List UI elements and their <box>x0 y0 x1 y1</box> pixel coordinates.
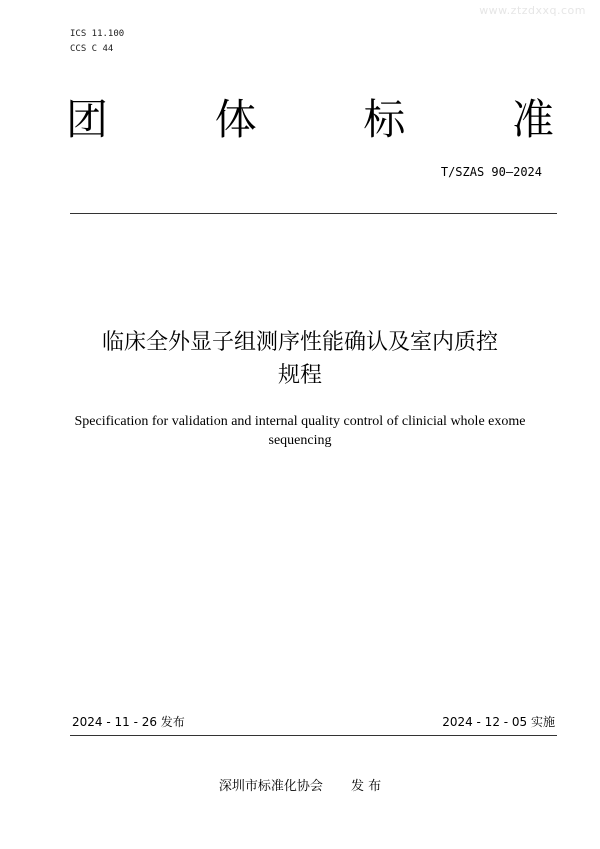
standard-type-char: 团 <box>66 95 109 144</box>
issuer-action: 发 布 <box>350 779 382 794</box>
chinese-title-line: 规程 <box>277 363 322 388</box>
chinese-title <box>40 326 560 392</box>
english-title <box>40 412 560 450</box>
issuer-name: 深圳市标准化协会 <box>218 779 323 794</box>
top-divider <box>70 213 557 214</box>
standard-type-char: 准 <box>511 95 554 144</box>
ccs-code: CCS C 44 <box>70 44 114 54</box>
standard-type-heading <box>66 96 554 144</box>
english-title-line: sequencing <box>268 433 332 448</box>
standard-type-char: 标 <box>363 95 406 144</box>
chinese-title-line: 临床全外显子组测序性能确认及室内质控 <box>101 330 498 355</box>
ics-code: ICS 11.100 <box>70 29 125 39</box>
issuer-line <box>0 775 600 794</box>
standard-type-char: 体 <box>214 95 257 144</box>
english-title-line: Specification for validation and internal quality control of clinicial whole exome <box>74 414 526 429</box>
publish-date: 2024 - 11 - 26 发布 <box>72 715 185 729</box>
standard-number: T/SZAS 90—2024 <box>440 165 542 179</box>
watermark: www.ztzdxxq.com <box>479 4 586 17</box>
implement-date: 2024 - 12 - 05 实施 <box>442 715 555 729</box>
bottom-divider <box>70 735 557 736</box>
